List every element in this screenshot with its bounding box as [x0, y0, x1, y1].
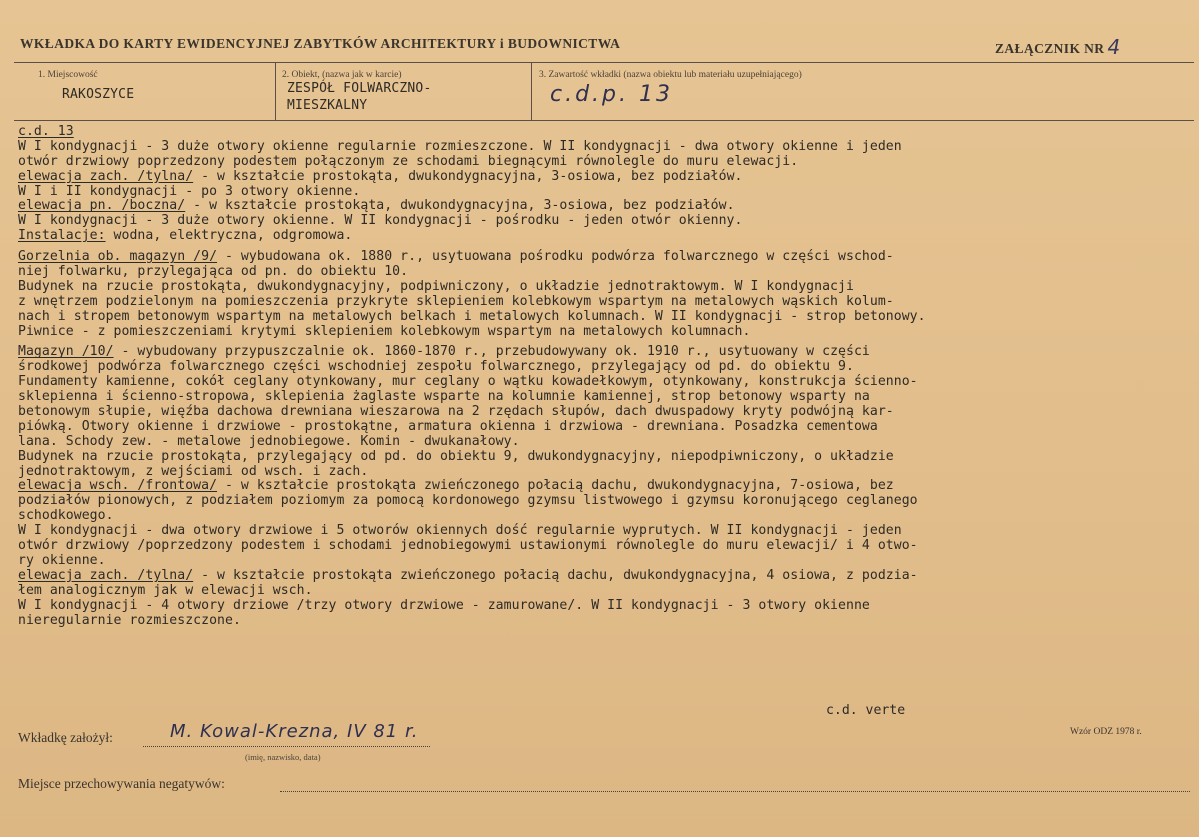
body-line: betonowym słupie, więźba dachowa drewniana wieszarowa na 2 rzędach słupów, dach dwuspadowy kryty podwójną kar- [18, 404, 894, 420]
body-line: elewacja zach. /tylna/ - w kształcie prostokąta zwieńczonego połacią dachu, dwukondygnacyjna, 4 osiowa, z podzia- [18, 567, 918, 583]
body-line: środkowej podwórza folwarcznego części wschodniej zespołu folwarcznego, przylegający od pd. do obiektu 9. [18, 359, 854, 375]
locality-label: 1. Miejscowość [38, 70, 98, 80]
object-value-line2: MIESZKALNY [287, 98, 368, 113]
body-line: Fundamenty kamienne, cokół ceglany otynkowany, mur ceglany o wątku kowadełkowym, otynkowany, konstrukcja ścienno- [18, 374, 918, 390]
object-value-line1: ZESPÓŁ FOLWARCZNO- [287, 81, 432, 96]
body-line: W I i II kondygnacji - po 3 otwory okienne. [18, 183, 361, 199]
attachment-number-handwritten: 4 [1107, 35, 1121, 59]
body-line: lana. Schody zew. - metalowe jednobiegowe. Komin - dwukanałowy. [18, 433, 520, 449]
body-line: W I kondygnacji - 3 duże otwory okienne regularnie rozmieszczone. W II kondygnacji - dwa otwory okienne i jeden [18, 138, 902, 154]
body-line: W I kondygnacji - 3 duże otwory okienne. W II kondygnacji - pośrodku - jeden otwór okienny. [18, 213, 743, 229]
author-label: Wkładkę założył: [18, 730, 113, 745]
form-title: WKŁADKA DO KARTY EWIDENCYJNEJ ZABYTKÓW ARCHITEKTURY i BUDOWNICTWA [20, 36, 621, 51]
body-line: Piwnice - z pomieszczeniami krytymi sklepieniem kolebkowym wspartym na metalowych kolumnach. [18, 323, 751, 339]
author-sub-label: (imię, nazwisko, data) [245, 752, 321, 762]
body-line: Budynek na rzucie prostokąta, przylegający od pd. do obiektu 9, dwukondygnacyjny, niepodpiwniczony, o układzie [18, 448, 894, 464]
body-line: jednotraktowym, z wejściami od wsch. i zach. [18, 463, 369, 479]
negatives-line [280, 791, 1190, 792]
content-value-handwritten: c.d.p. 13 [550, 82, 673, 107]
body-line: otwór drzwiowy poprzedzony podestem połączonym ze schodami biegnącymi równolegle do muru elewacji. [18, 153, 799, 169]
typed-body-text [18, 125, 1193, 628]
form-reference: Wzór ODZ 1978 r. [1070, 727, 1142, 737]
author-signature: M. Kowal-Krezna, IV 81 r. [170, 721, 419, 742]
body-line: podziałów pionowych, z podziałem poziomym za pomocą kordonowego gzymsu listwowego i gzymsu koronującego ceglanego [18, 493, 918, 509]
body-line: Magazyn /10/ - wybudowany przypuszczalnie ok. 1860-1870 r., przebudowywany ok. 1910 r., usytuowany w części [18, 344, 870, 360]
continuation-note: c.d. verte [826, 703, 906, 718]
cell-divider-2 [531, 63, 532, 120]
body-line: otwór drzwiowy /poprzedzony podestem i schodami jednobiegowymi ustawionymi równolegle do muru elewacji/ i 4 otwo- [18, 538, 918, 554]
body-line: elewacja zach. /tylna/ - w kształcie prostokąta, dwukondygnacyjna, 3-osiowa, bez podziałów. [18, 168, 743, 184]
body-line: schodkowego. [18, 508, 114, 524]
content-label: 3. Zawartość wkładki (nazwa obiektu lub materiału uzupełniającego) [539, 70, 802, 80]
body-line: niej folwarku, przylegająca od pn. do obiektu 10. [18, 264, 409, 280]
attachment-number [995, 34, 1121, 58]
cell-divider-1 [275, 63, 276, 120]
header-rule-bottom [14, 120, 1194, 121]
body-line: łem analogicznym jak w elewacji wsch. [18, 582, 313, 598]
object-label: 2. Obiekt, (nazwa jak w karcie) [282, 70, 402, 80]
body-line: nach i stropem betonowym wspartym na metalowych belkach i metalowych kolumnach. W II kondygnacji - strop betonowy. [18, 308, 926, 324]
body-line: W I kondygnacji - dwa otwory drzwiowe i 5 otworów okiennych dość regularnie wyprutych. W II kondygnacji - jeden [18, 523, 902, 539]
body-line: nieregularnie rozmieszczone. [18, 612, 241, 628]
attachment-label: ZAŁĄCZNIK NR [995, 41, 1105, 56]
body-line: elewacja wsch. /frontowa/ - w kształcie prostokąta zwieńczonego połacią dachu, dwukondygnacyjna, 7-osiowa, bez [18, 478, 894, 494]
body-line: Gorzelnia ob. magazyn /9/ - wybudowana ok. 1880 r., usytuowana pośrodku podwórza folwarcznego w części wschod- [18, 249, 894, 265]
body-line: ry okienne. [18, 552, 106, 568]
body-line: Budynek na rzucie prostokąta, dwukondygnacyjny, podpiwniczony, o układzie jednotraktowym. W I kondygnacji [18, 278, 854, 294]
body-line: W I kondygnacji - 4 otwory drziowe /trzy otwory drzwiowe - zamurowane/. W II kondygnacji - 3 otwory okienne [18, 597, 870, 613]
locality-value: RAKOSZYCE [62, 87, 135, 102]
body-line: sklepienna i ścienno-stropowa, sklepienia żaglaste wsparte na kolumnie kamiennej, strop betonowy wsparty na [18, 389, 870, 405]
body-line: c.d. 13 [18, 124, 74, 139]
body-line: Instalacje: wodna, elektryczna, odgromowa. [18, 228, 353, 244]
header-rule-top [14, 62, 1194, 63]
author-line [143, 746, 430, 747]
body-line: z wnętrzem podzielonym na pomieszczenia przykryte sklepieniem kolebkowym wspartym na metalowych wąskich kolum- [18, 293, 894, 309]
negatives-label: Miejsce przechowywania negatywów: [18, 776, 225, 791]
body-line: elewacja pn. /boczna/ - w kształcie prostokąta, dwukondygnacyjna, 3-osiowa, bez podziałów. [18, 198, 735, 214]
body-line: piówką. Otwory okienne i drzwiowe - prostokątne, armatura okienna i drzwiowa - drewniana. Posadzka cementowa [18, 418, 878, 434]
